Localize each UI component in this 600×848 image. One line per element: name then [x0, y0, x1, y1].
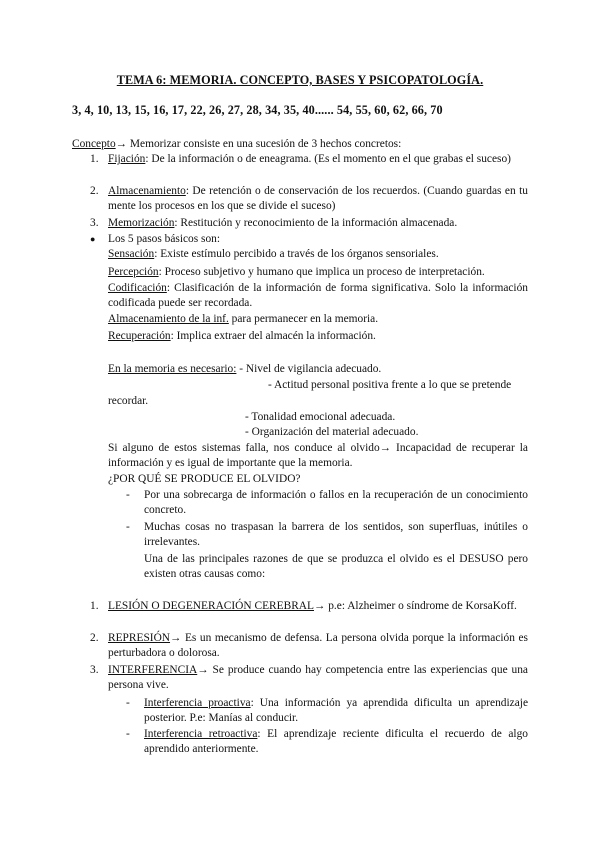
- paso-percepcion: [108, 265, 528, 280]
- hecho-2-term: Almacenamiento: [108, 185, 186, 197]
- hecho-1-marker: 1.: [90, 153, 99, 165]
- paso-almacenamiento-text: para permanecer en la memoria.: [228, 313, 379, 325]
- causa-2-term: REPRESIÓN: [108, 632, 171, 644]
- interferencia-retroactiva-text: : El aprendizaje reciente dificulta el recuerdo de algo aprendido anteriormente.: [144, 728, 528, 755]
- hecho-1-text: : De la información o de eneagrama. (Es el momento en el que grabas el suceso): [145, 153, 511, 165]
- olvido-intro: Si alguno de estos sistemas falla, nos conduce al olvido→ Incapacidad de recuperar la información y es igual de importante que la memoria.: [108, 442, 528, 469]
- causa-3-text: → Se produce cuando hay competencia entre las experiencias que una persona vive.: [108, 664, 528, 691]
- hecho-3-term: Memorización: [108, 217, 175, 229]
- paso-percepcion-term: Percepción: [108, 266, 159, 278]
- causa-1: [108, 599, 528, 614]
- necesario-fourth: - Organización del material adecuado.: [245, 426, 419, 438]
- document-title: TEMA 6: MEMORIA. CONCEPTO, BASES Y PSICOPATOLOGÍA.: [116, 73, 484, 87]
- paso-recuperacion: [108, 329, 528, 344]
- hecho-3: [108, 216, 528, 231]
- hecho-3-marker: 3.: [90, 217, 99, 229]
- hecho-2: [108, 184, 528, 213]
- necesario-line-1: [108, 362, 528, 377]
- paso-codificacion-term: Codificación: [108, 282, 167, 294]
- causa-1-marker: 1.: [90, 600, 99, 612]
- pasos-intro: Los 5 pasos básicos son:: [108, 233, 221, 245]
- paso-sensacion-term: Sensación: [108, 248, 155, 260]
- interferencia-2-marker: -: [126, 728, 130, 740]
- desuso-paragraph: Una de las principales razones de que se produzca el olvido es el DESUSO pero existen otras causas como:: [144, 553, 528, 580]
- hecho-2-marker: 2.: [90, 185, 99, 197]
- olvido-dash-1-marker: -: [126, 489, 130, 501]
- paso-almacenamiento: [108, 312, 528, 327]
- interferencia-retroactiva-term: Interferencia retroactiva: [144, 728, 258, 740]
- paso-sensacion: [108, 247, 528, 262]
- olvido-dash-2-marker: -: [126, 521, 130, 533]
- interferencia-proactiva-text: : Una información ya aprendida dificulta un aprendizaje posterior. P.e: Manías al conducir.: [144, 697, 529, 724]
- hecho-1: [108, 152, 528, 167]
- paso-almacenamiento-term: Almacenamiento de la inf.: [108, 313, 229, 325]
- olvido-dash-1: Por una sobrecarga de información o fallos en la recuperación de un conocimiento concreto.: [144, 489, 528, 516]
- page-numbers: 3, 4, 10, 13, 15, 16, 17, 22, 26, 27, 28, 34, 35, 40...... 54, 55, 60, 62, 66, 70: [72, 103, 443, 117]
- concepto-line: [72, 137, 401, 152]
- paso-percepcion-text: : Proceso subjetivo y humano que implica un proceso de interpretación.: [158, 266, 485, 278]
- olvido-dash-2: Muchas cosas no traspasan la barrera de los sentidos, son superfluas, inútiles o irrelevantes.: [144, 521, 528, 548]
- necesario-lead: En la memoria es necesario:: [108, 363, 237, 375]
- paso-recuperacion-text: : Implica extraer del almacén la información.: [170, 330, 376, 342]
- causa-3-marker: 3.: [90, 664, 99, 676]
- interferencia-1-marker: -: [126, 697, 130, 709]
- hecho-3-text: : Restitución y reconocimiento de la información almacenada.: [174, 217, 458, 229]
- paso-recuperacion-term: Recuperación: [108, 330, 171, 342]
- interferencia-retroactiva: [144, 727, 528, 756]
- causa-3: [108, 663, 528, 692]
- concepto-label: Concepto: [72, 138, 116, 150]
- paso-sensacion-text: : Existe estímulo percibido a través de los órganos sensoriales.: [154, 248, 439, 260]
- causa-3-term: INTERFERENCIA: [108, 664, 198, 676]
- necesario-third: - Tonalidad emocional adecuada.: [245, 411, 396, 423]
- olvido-question: ¿POR QUÉ SE PRODUCE EL OLVIDO?: [108, 473, 301, 485]
- hecho-2-text: : De retención o de conservación de los recuerdos. (Cuando guardas en tu mente los procesos en los que se divide el suceso): [108, 185, 528, 212]
- causa-1-term: LESIÓN O DEGENERACIÓN CEREBRAL: [108, 600, 314, 612]
- paso-codificacion: [108, 281, 528, 310]
- interferencia-proactiva: [144, 696, 528, 725]
- concepto-text: → Memorizar consiste en una sucesión de 3 hechos concretos:: [115, 138, 402, 150]
- causa-2-text: → Es un mecanismo de defensa. La persona olvida porque la información es perturbadora o dolorosa.: [108, 632, 528, 659]
- hecho-1-term: Fijación: [108, 153, 146, 165]
- pasos-bullet: ●: [90, 234, 96, 244]
- interferencia-proactiva-term: Interferencia proactiva: [144, 697, 251, 709]
- paso-codificacion-text: : Clasificación de la información de forma significativa. Solo la información codificada puede ser recordada.: [108, 282, 528, 309]
- necesario-first: - Nivel de vigilancia adecuado.: [236, 363, 382, 375]
- causa-2-marker: 2.: [90, 632, 99, 644]
- necesario-second: - Actitud personal positiva frente a lo que se pretende: [268, 379, 512, 391]
- causa-2: [108, 631, 528, 660]
- causa-1-text: → p.e: Alzheimer o síndrome de KorsaKoff.: [313, 600, 517, 612]
- necesario-second-cont: recordar.: [108, 395, 149, 407]
